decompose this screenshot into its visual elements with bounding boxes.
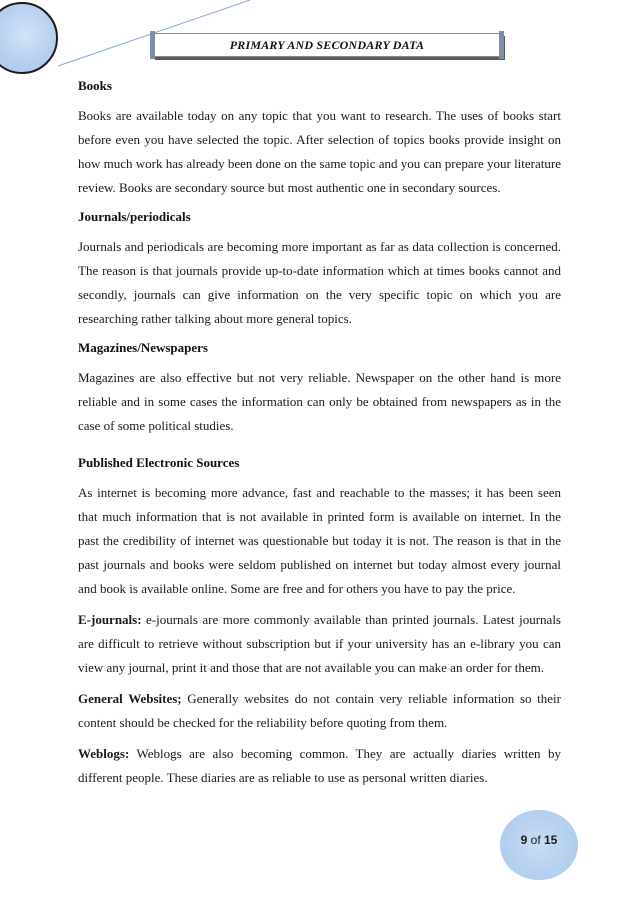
header-left-cap (150, 31, 155, 59)
lead-ejournals: E-journals: (78, 612, 142, 627)
paragraph-websites (78, 687, 561, 735)
text-websites: Generally websites do not contain very reliable information so their content should be checked for the reliability before quoting from them. (78, 691, 561, 730)
paragraph-books: Books are available today on any topic that you want to research. The uses of books start before even you have selected the topic. After selection of topics books provide insight on how much work has already been done on the same topic and you can prepare your literature review. Books are secondary source but most authentic one in secondary sources. (78, 108, 561, 195)
lead-websites: General Websites; (78, 691, 182, 706)
section-heading-journals: Journals/periodicals (78, 209, 191, 224)
section-heading-electronic: Published Electronic Sources (78, 455, 240, 470)
paragraph-electronic: As internet is becoming more advance, fast and reachable to the masses; it has been seen that much information that is not available in printed form is available on internet. In the past the credibility of internet was questionable but today it is not. The reason is that in the past journals and books were seldom published on internet but today almost every journal and book is available online. Some are free and for others you have to pay the price. (78, 485, 561, 596)
header-right-cap (499, 31, 504, 59)
spacer (78, 445, 561, 453)
lead-weblogs: Weblogs: (78, 746, 130, 761)
page-number (500, 833, 578, 847)
section-heading-books: Books (78, 78, 112, 93)
paragraph-journals: Journals and periodicals are becoming more important as far as data collection is concerned. The reason is that journals provide up-to-date information which at times books cannot and secondly, journals can give information on the very specific topic on which you are researching rather talking about more general topics. (78, 239, 561, 326)
paragraph-weblogs (78, 742, 561, 790)
paragraph-magazines: Magazines are also effective but not very reliable. Newspaper on the other hand is more reliable and in some cases the information can only be obtained from newspapers as in the case of some political studies. (78, 370, 561, 433)
page-number-current: 9 (520, 833, 528, 847)
section-heading-magazines: Magazines/Newspapers (78, 340, 208, 355)
document-body (78, 76, 561, 797)
paragraph-ejournals (78, 608, 561, 680)
page-header-title: PRIMARY AND SECONDARY DATA (229, 37, 425, 52)
page-header-banner (152, 33, 502, 57)
text-weblogs: Weblogs are also becoming common. They are actually diaries written by different people. These diaries are as reliable to use as personal written diaries. (78, 746, 561, 785)
text-ejournals: e-journals are more commonly available than printed journals. Latest journals are difficult to retrieve without subscription but if your university has an e-library you can view any journal, print it and those that are not available you can make an order for them. (78, 612, 561, 675)
page-number-separator: of (527, 833, 544, 847)
page-number-total: 15 (544, 833, 558, 847)
